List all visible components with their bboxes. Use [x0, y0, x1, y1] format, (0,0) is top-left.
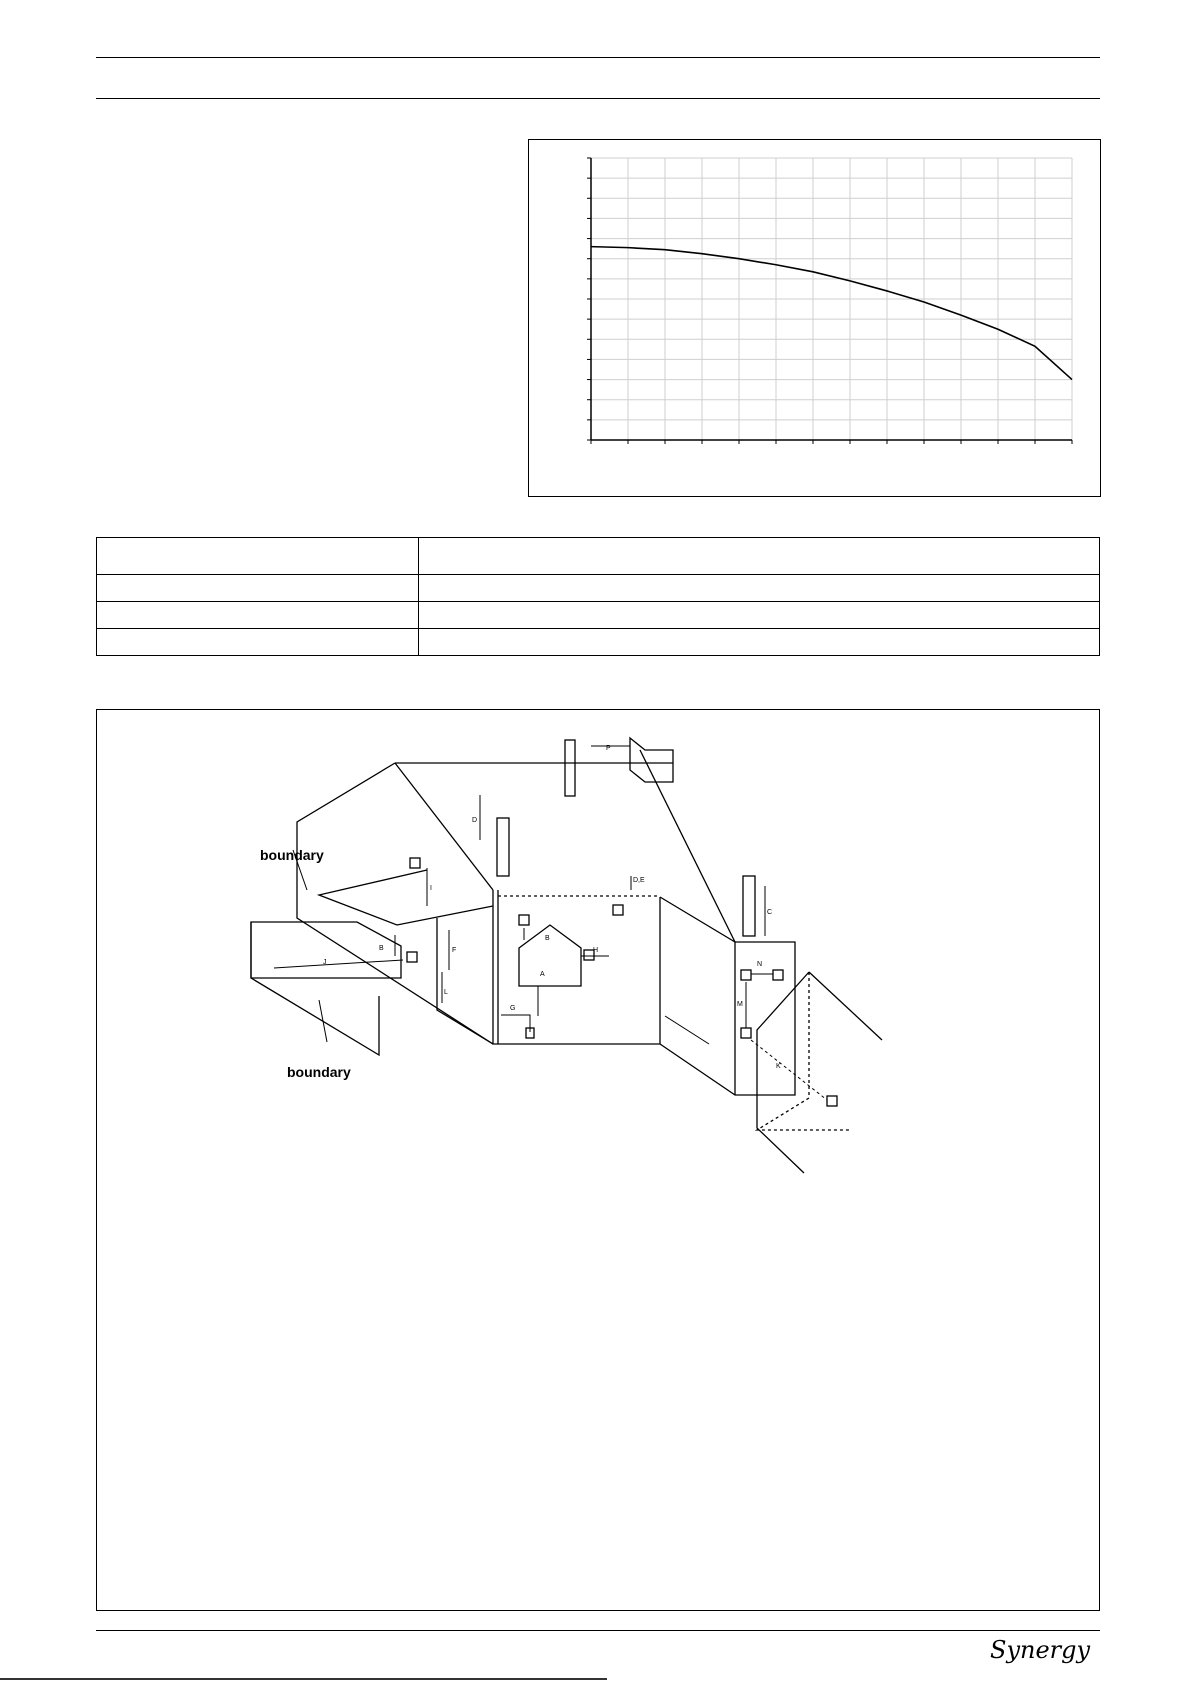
table-cell — [419, 629, 1100, 656]
label-g: G — [510, 1005, 516, 1012]
label-p: P — [606, 745, 611, 752]
terminal-box — [410, 858, 420, 868]
bottom-bar — [0, 1678, 607, 1680]
front-wall — [493, 890, 660, 1044]
table-cell — [419, 538, 1100, 575]
flue-terminal-diagram — [96, 709, 1100, 1611]
terminal-box — [407, 952, 417, 962]
vertical-flue-2 — [565, 740, 575, 796]
spec-table — [96, 537, 1100, 656]
terminal-box — [773, 970, 783, 980]
terminal-box — [741, 970, 751, 980]
label-b1: B — [379, 945, 384, 952]
roof-terminal — [630, 738, 673, 782]
top-rule — [96, 57, 1100, 58]
dimension-arrow — [665, 1016, 709, 1044]
dimension-arrow — [274, 960, 403, 968]
label-n: N — [757, 961, 763, 968]
table-cell — [97, 538, 419, 575]
label-m: M — [737, 1001, 743, 1008]
table-row — [97, 602, 1100, 629]
lean-to-roof — [319, 870, 493, 925]
label-d: D — [472, 817, 478, 824]
boundary-wall-face — [251, 978, 379, 1055]
table-row — [97, 575, 1100, 602]
label-b2: B — [545, 935, 550, 942]
table-cell — [97, 629, 419, 656]
boundary-label-bottom: boundary — [287, 1064, 351, 1080]
label-k: K — [776, 1063, 781, 1070]
terminal-box — [741, 1028, 751, 1038]
terminal-box — [613, 905, 623, 915]
header-rule — [96, 98, 1100, 99]
label-a: A — [540, 971, 545, 978]
table-cell — [97, 602, 419, 629]
label-c: C — [767, 909, 773, 916]
table-cell — [419, 575, 1100, 602]
table-cell — [419, 602, 1100, 629]
table-row — [97, 629, 1100, 656]
vertical-flue-3 — [743, 876, 755, 936]
right-gable — [757, 972, 809, 1173]
vertical-flue-1 — [497, 818, 509, 876]
footer-rule — [96, 1630, 1100, 1631]
window-gable — [519, 925, 581, 986]
label-j: J — [323, 959, 327, 966]
performance-chart — [528, 139, 1101, 497]
dimension-arrow — [751, 1040, 827, 1100]
terminal-box — [519, 915, 529, 925]
terminal-box — [827, 1096, 837, 1106]
label-l: L — [444, 989, 448, 996]
boundary-label-top: boundary — [260, 847, 324, 863]
chart-svg — [529, 140, 1100, 496]
label-h: H — [593, 947, 599, 954]
label-d-e: D,E — [633, 877, 645, 884]
label-f: F — [452, 947, 457, 954]
table-cell — [97, 575, 419, 602]
brand-logo: Synergy — [990, 1636, 1091, 1664]
boundary-pointer — [319, 1000, 327, 1042]
table-row — [97, 538, 1100, 575]
label-i: I — [430, 885, 432, 892]
side-wall-mid — [437, 918, 493, 1044]
right-gable-roof — [809, 972, 882, 1040]
diagram-svg — [97, 710, 1099, 1610]
roof-edge-right — [395, 763, 493, 890]
